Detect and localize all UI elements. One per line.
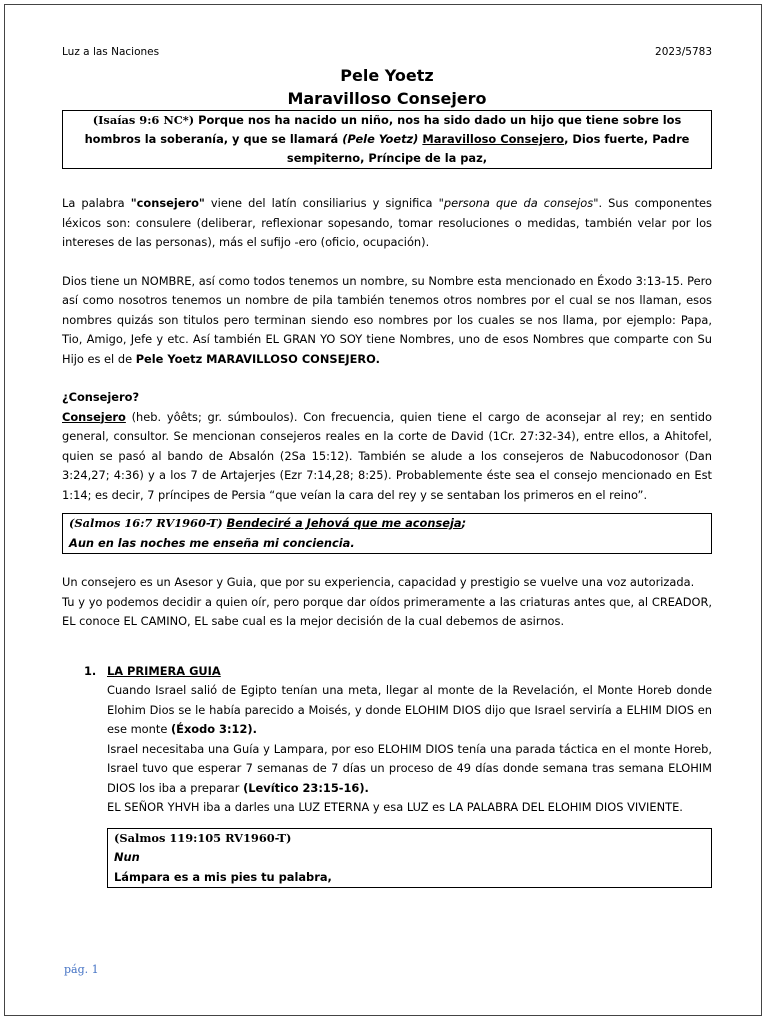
header-left: Luz a las Naciones xyxy=(62,46,160,58)
para1-italic: "persona que da consejos" xyxy=(438,196,599,210)
list-p1-a: Cuando Israel salió de Egipto tenían una meta, llegar al monte de la Revelación, el Monte Horeb donde Elohim Dios se le había parecido a Moisés, y donde ELOHIM DIOS dijo que Israel serviría a ELHIM DIOS en ese monte xyxy=(107,683,712,736)
para2-bold: Pele Yoetz MARAVILLOSO CONSEJERO. xyxy=(135,351,380,366)
list-p2-a: Israel necesitaba una Guía y Lampara, por eso ELOHIM DIOS tenía una parada táctica en el monte Horeb, Israel tuvo que esperar 7 semanas de 7 días un proceso de 49 días donde semana tras semana ELOHIM DIOS los iba a preparar xyxy=(107,741,712,795)
list-p1-bold: (Éxodo 3:12). xyxy=(170,722,257,736)
list-paragraph-3: EL SEÑOR YHVH iba a darles una LUZ ETERNA y esa LUZ es LA PALABRA DEL ELOHIM DIOS VIVIENTE. xyxy=(107,800,683,814)
title-line-2: Maravilloso Consejero xyxy=(287,89,487,108)
document-body xyxy=(62,44,712,888)
para1-a: La palabra xyxy=(62,196,131,210)
header-right: 2023/5783 xyxy=(655,46,712,58)
section-text: (heb. yôêts; gr. súmboulos). Con frecuencia, quien tiene el cargo de aconsejar al rey; en sentido general, consultor. Se mencionan consejeros reales en la corte de David (1Cr. 27:32-34), entre ellos, a Ahitofel, quien se pasó al bando de Absalón (2Sa 15:12). También se alude a los consejeros de Nabucodonosor (Dan 3:24,27; 4:36) y a los 7 de Artajerjes (Ezr 7:14,28; 8:25). Probablemente éste sea el consejo mencionado en Est 1:14; es decir, 7 príncipes de Persia “que veían la cara del rey y se sentaban los primeros en el reino”. xyxy=(62,409,712,502)
list-p2-bold: (Levítico 23:15-16). xyxy=(243,780,369,795)
list-heading: LA PRIMERA GUIA xyxy=(107,663,221,678)
verse-ref: (Isaías 9:6 NC*) xyxy=(92,113,195,127)
section-consejero xyxy=(62,388,712,505)
verse2-underlined: Bendeciré a Jehová que me aconseja xyxy=(226,516,462,530)
verse2-ref: (Salmos 16:7 RV1960-T) xyxy=(69,516,223,530)
verse-text-a: Porque nos ha nacido un niño, nos ha sido dado un hijo que tiene sobre los hombros la soberanía, y que se llamará xyxy=(84,113,682,146)
title-line-1: Pele Yoetz xyxy=(340,66,434,85)
para1-bold: "consejero" xyxy=(130,196,205,210)
verse-box-salmos-119 xyxy=(107,828,712,889)
paragraph-consejero-definition xyxy=(62,194,712,253)
paragraph-nombre xyxy=(62,272,712,370)
list-item-primera-guia xyxy=(84,662,712,818)
verse3-line3: Lámpara es a mis pies tu palabra, xyxy=(114,869,332,884)
para2-a: Dios tiene un NOMBRE, así como todos tenemos un nombre, su Nombre esta mencionado en Éxodo 3:13-15. Pero así como nosotros tenemos un nombre de pila también tenemos otros nombres por el cual se nos llaman, esos nombres quizás son titulos pero terminan siendo eso nombres por los cuales se nos llama, por ejemplo: Papa, Tio, Amigo, Jefe y etc. Así también EL GRAN YO SOY tiene Nombres, uno de esos Nombres que comparte con Su Hijo es el de xyxy=(62,273,712,366)
para1-b: viene del latín consiliarius y significa xyxy=(204,196,439,210)
page-title xyxy=(62,64,712,110)
paragraph-decidir: Tu y yo podemos decidir a quien oír, pero porque dar oídos primeramente a las criaturas antes que, al CREADOR, EL conoce EL CAMINO, EL sabe cual es la mejor decisión de la cual debemos de asirnos. xyxy=(62,594,712,628)
verse2-semi: ; xyxy=(461,516,467,530)
list-body xyxy=(107,662,712,818)
verse-underlined: Maravilloso Consejero xyxy=(422,132,565,146)
para1-c: . Sus componentes léxicos son: consulere (deliberar, reflexionar sopesando, tomar resoluciones o medidas, también velar por los intereses de las personas), más el sufijo -ero (oficio, ocupación). xyxy=(62,196,712,249)
verse-italic: (Pele Yoetz) xyxy=(342,132,419,146)
verse3-line2: Nun xyxy=(114,850,140,864)
section-heading: ¿Consejero? xyxy=(62,390,140,404)
paragraph-consejero-heb xyxy=(62,408,712,506)
verse-text-b: , Dios fuerte, Padre sempiterno, Príncipe de la paz, xyxy=(286,132,690,165)
paragraph-asesor: Un consejero es un Asesor y Guia, que por su experiencia, capacidad y prestigio se vuelve una voz autorizada. xyxy=(62,575,695,589)
verse-box-isaias xyxy=(62,110,712,169)
page-number: pág. 1 xyxy=(64,963,99,976)
list-number: 1. xyxy=(84,663,97,678)
page-header xyxy=(62,44,712,60)
list-paragraph-1 xyxy=(107,681,712,740)
verse-box-salmos-16 xyxy=(62,513,712,554)
list-paragraph-2 xyxy=(107,740,712,799)
verse3-ref: (Salmos 119:105 RV1960-T) xyxy=(114,830,292,845)
term-consejero: Consejero xyxy=(62,409,126,424)
verse2-line2: Aun en las noches me enseña mi conciencia. xyxy=(69,535,355,550)
